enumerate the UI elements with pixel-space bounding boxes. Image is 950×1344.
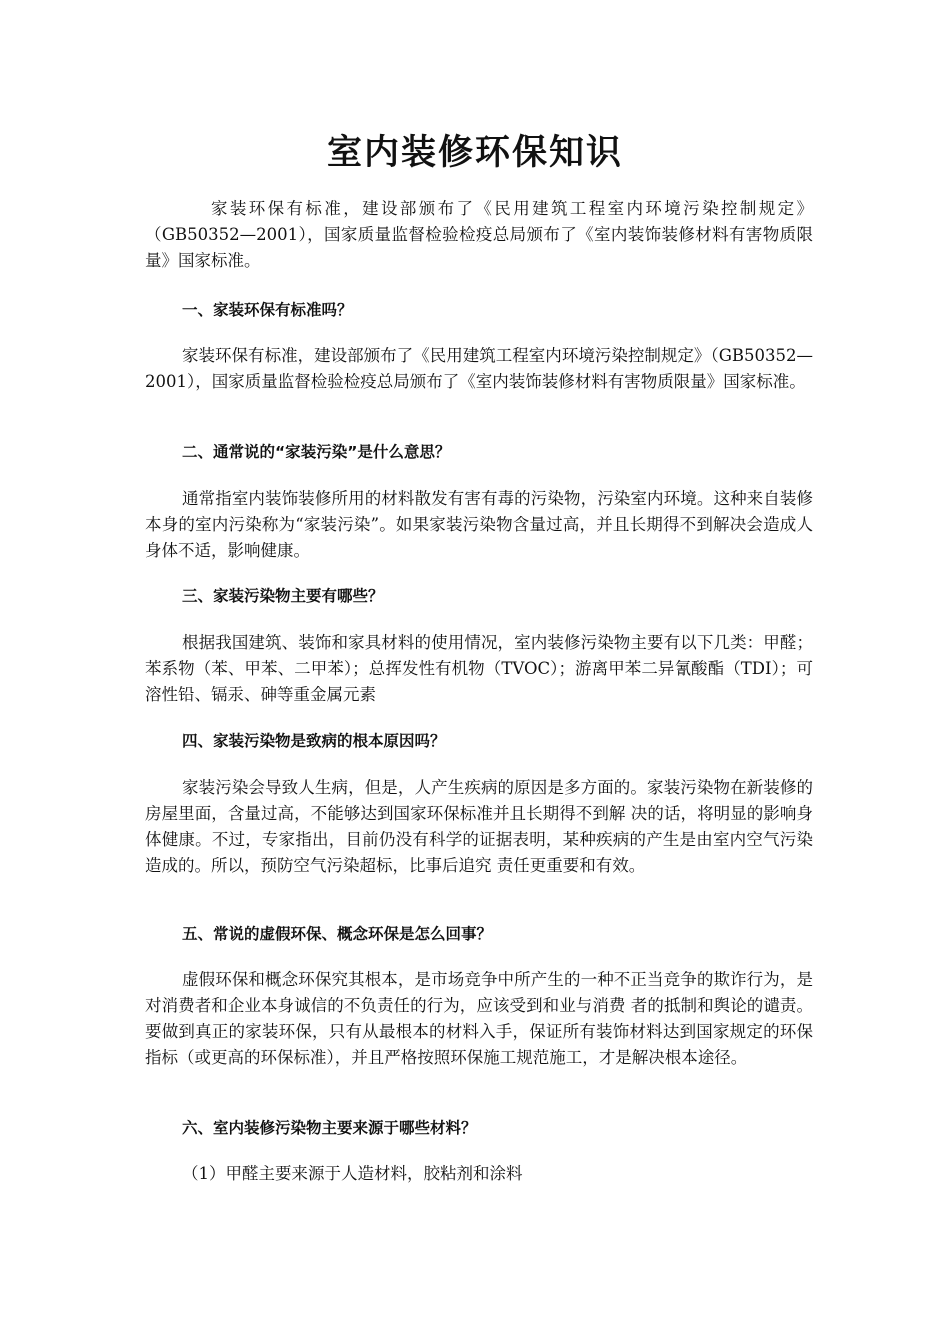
section-body-1: 家装环保有标准，建设部颁布了《民用建筑工程室内环境污染控制规定》（GB50352—2001），国家质量监督检验检疫总局颁布了《室内装饰装修材料有害物质限量》国家标准。 [145, 346, 813, 391]
page-title: 室内装修环保知识 [326, 133, 623, 173]
section-heading-4: 四、家装污染物是致病的根本原因吗？ [182, 732, 446, 750]
section-body-5: 虚假环保和概念环保究其根本，是市场竞争中所产生的一种不正当竞争的欺诈行为，是对消费者和企业本身诚信的不负责任的行为，应该受到和业与消费 者的抵制和舆论的谴责。要做到真正的家装环保，只有从最根本的材料入手，保证所有装饰材料达到国家规定的环保指标（或更高的环保标准），并且严格按照环保施工规范施工，才是解决根本途径。 [145, 970, 813, 1067]
section-heading-5: 五、常说的虚假环保、概念环保是怎么回事？ [182, 925, 493, 943]
section-heading-3: 三、家装污染物主要有哪些？ [182, 587, 384, 605]
section-body-6: （1）甲醛主要来源于人造材料，胶粘剂和涂料 [182, 1164, 523, 1183]
section-body-3: 根据我国建筑、装饰和家具材料的使用情况，室内装修污染物主要有以下几类：甲醛；苯系物（苯、甲苯、二甲苯）；总挥发性有机物（TVOC）；游离甲苯二异氰酸酯（TDI）；可溶性铅、镉汞、砷等重金属元素 [145, 633, 813, 704]
section-heading-1: 一、家装环保有标准吗？ [182, 301, 353, 319]
section-body-2: 通常指室内装饰装修所用的材料散发有害有毒的污染物，污染室内环境。这种来自装修本身的室内污染称为“家装污染”。如果家装污染物含量过高，并且长期得不到解决会造成人身体不适，影响健康。 [145, 489, 813, 560]
intro-paragraph: 家装环保有标准，建设部颁布了《民用建筑工程室内环境污染控制规定》（GB50352—2001），国家质量监督检验检疫总局颁布了《室内装饰装修材料有害物质限量》国家标准。 [145, 199, 813, 270]
section-body-4: 家装污染会导致人生病，但是，人产生疾病的原因是多方面的。家装污染物在新装修的房屋里面，含量过高，不能够达到国家环保标准并且长期得不到解 决的话，将明显的影响身体健康。不过，专家指出，目前仍没有科学的证据表明，某种疾病的产生是由室内空气污染造成的。所以，预防空气污染超标，比事后追究 责任更重要和有效。 [145, 778, 813, 875]
section-heading-2: 二、通常说的“家装污染”是什么意思？ [182, 443, 451, 461]
section-heading-6: 六、室内装修污染物主要来源于哪些材料？ [182, 1119, 477, 1137]
